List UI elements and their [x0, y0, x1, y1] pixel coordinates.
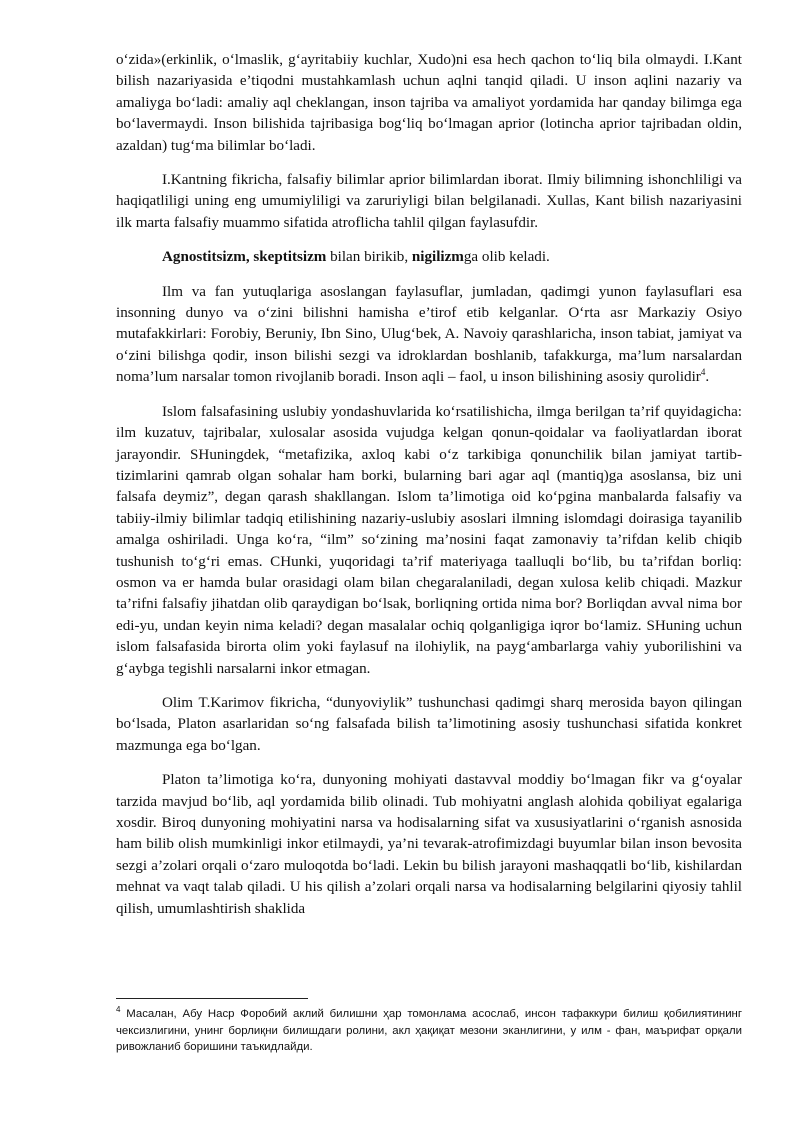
footnote-reference[interactable]: 4: [700, 367, 706, 378]
paragraph-text: Ilm va fan yutuqlariga asoslangan faylasuflar, jumladan, qadimgi yunon faylasuflari esa insonning dunyo va o‘zini bilishni hamisha e’tirof etib kelganlar. O‘rta asr Markaziy Osiyo mutafakkirlari: Forobiy, Beruniy, Ibn Sino, Ulug‘bek, A. Navoiy qarashlaricha, inson tabiat, jamiyat va o‘zini bilishga qodir, inson bilishi sezgi va idroklardan boshlanib, tafakkurga, ma’lum narsalardan noma’lum narsalar tomon rivojlanib boradi. Inson aqli – faol, u inson bilishining asosiy qurolidir: [116, 283, 742, 386]
footnote-text: Масалан, Абу Наср Форобий аклий билишни ҳар томонлама асослаб, инсон тафаккури билиш қобилиятининг чексизлигини, унинг борлиқни билишдаги ролини, акл ҳақиқат мезони эканлигини, у илм - фан, маърифат орқали ривожланиб боришини таъкидлайди.: [116, 1008, 742, 1054]
footnote: [116, 1006, 742, 1056]
paragraph-islamic-philosophy: Islom falsafasining uslubiy yondashuvlarida ko‘rsatilishicha, ilmga berilgan ta’rif quyidagicha: ilm kuzatuv, tajribalar, xulosalar asosida vujudga kelgan qonun-qoidalar va faoliyatlardan iborat jarayondir. SHuningdek, “metafizika, axloq kabi o‘z tarkibiga qonunchilik bilan jamiyat tartib-tizimlarini qamrab olgan sohalar ham borki, bularning bari agar aql (mantiq)ga asoslansa, biz uni falsafa deymiz”, degan qarash shakllangan. Islom ta’limotiga oid ko‘pgina manbalarda falsafiy va tabiiy-ilmiy bilimlar tadqiq etilishining nazariy-uslubiy asoslari ilmning islomdagi doirasiga tayanilib amalga oshiriladi. Unga ko‘ra, “ilm” so‘zining ma’nosini faqat zamonaviy ta’rifdan kelib chiqib tushunish to‘g‘ri emas. CHunki, yuqoridagi ta’rif materiyaga taalluqli bo‘lib, bu ta’rifdan borliq: osmon va er hamda bular orasidagi olam bilan chegaralaniladi, degan xulosa kelib chiqadi. Mazkur ta’rifni falsafiy jihatdan olib qaraydigan bo‘lsak, borliqning ortida nima bor? Borliqdan avval nima bor edi-yu, undan keyin nima keladi? degan masalalar ochiq qolganligiga iqror bo‘lamiz. SHuning uchun islom falsafasida birorta olim yoki faylasuf na ilohiylik, na payg‘ambarlarga vahiy yuborilishini va g‘aybga tegishli narsalarni inkor etmagan.: [116, 403, 742, 677]
paragraph-central-asia-thinkers: [116, 282, 742, 389]
paragraph-agnosticism: [116, 247, 742, 268]
paragraph-text: bilan birikib,: [326, 249, 412, 266]
paragraph-kant-aprior: I.Kantning fikricha, falsafiy bilimlar aprior bilimlardan iborat. Ilmiy bilimning ishonchliligi va haqiqatliligi uning eng umumiyliligi va zaruriyligi bilan belgilanadi. Xullas, Kant bilish nazariyasini ilk marta falsafiy muammo sifatida atroflicha tahlil qilgan faylasufdir.: [116, 172, 742, 231]
bold-term-agnosticism: Agnostitsizm, skeptitsizm: [162, 249, 327, 266]
paragraph-karimov: Olim T.Karimov fikricha, “dunyoviylik” tushunchasi qadimgi sharq merosida bayon qilingan bo‘lsada, Platon asarlaridan so‘ng falsafada bilish ta’limotining asosiy tushunchasi sifatida konkret mazmunga ega bo‘lgan.: [116, 694, 742, 754]
footnote-separator: [116, 998, 308, 999]
paragraph-kant-intro: o‘zida»(erkinlik, o‘lmaslik, g‘ayritabiiy kuchlar, Xudo)ni esa hech qachon to‘liq bila olmaydi. I.Kant bilish nazariyasida e’tiqodni mustahkamlash uchun aqlni tanqid qiladi. U inson aqlini nazariy va amaliyga bo‘ladi: amaliy aql cheklangan, inson tajriba va amaliyot yordamida har qanday bilimga ega bo‘lavermaydi. Inson bilishida tajribasiga bog‘liq bo‘lmagan aprior (lotincha aprior tajribadan oldin, azaldan) tug‘ma bilimlar bo‘ladi.: [116, 52, 742, 154]
paragraph-text: .: [705, 369, 710, 386]
paragraph-text: ga olib keladi.: [463, 249, 550, 266]
paragraph-platon: Platon ta’limotiga ko‘ra, dunyoning mohiyati dastavval moddiy bo‘lmagan fikr va g‘oyalar tarzida mavjud bo‘lib, aql yordamida bilib olinadi. Tub mohiyatni anglash alohida qobiliyat egalariga xosdir. Biroq dunyoning mohiyatini narsa va hodisalarning sifat va xususiyatlarini o‘rganish asnosida ham bilib olish mumkinligi inkor etilmaydi, ya’ni tevarak-atrofimizdagi buyumlar bilan inson bevosita sezgi a’zolari orqali o‘zaro muloqotda bo‘ladi. Lekin bu bilish jarayoni mashaqqatli bo‘lib, kishilardan mehnat va vaqt talab qiladi. U his qilish a’zolari orqali narsa va hodisalarning belgilarini qiyosiy tahlil qilish, umumlashtirish shaklida: [116, 772, 742, 917]
footnote-number: 4: [116, 1005, 121, 1015]
bold-term-nihilism: nigilizm: [411, 249, 464, 266]
